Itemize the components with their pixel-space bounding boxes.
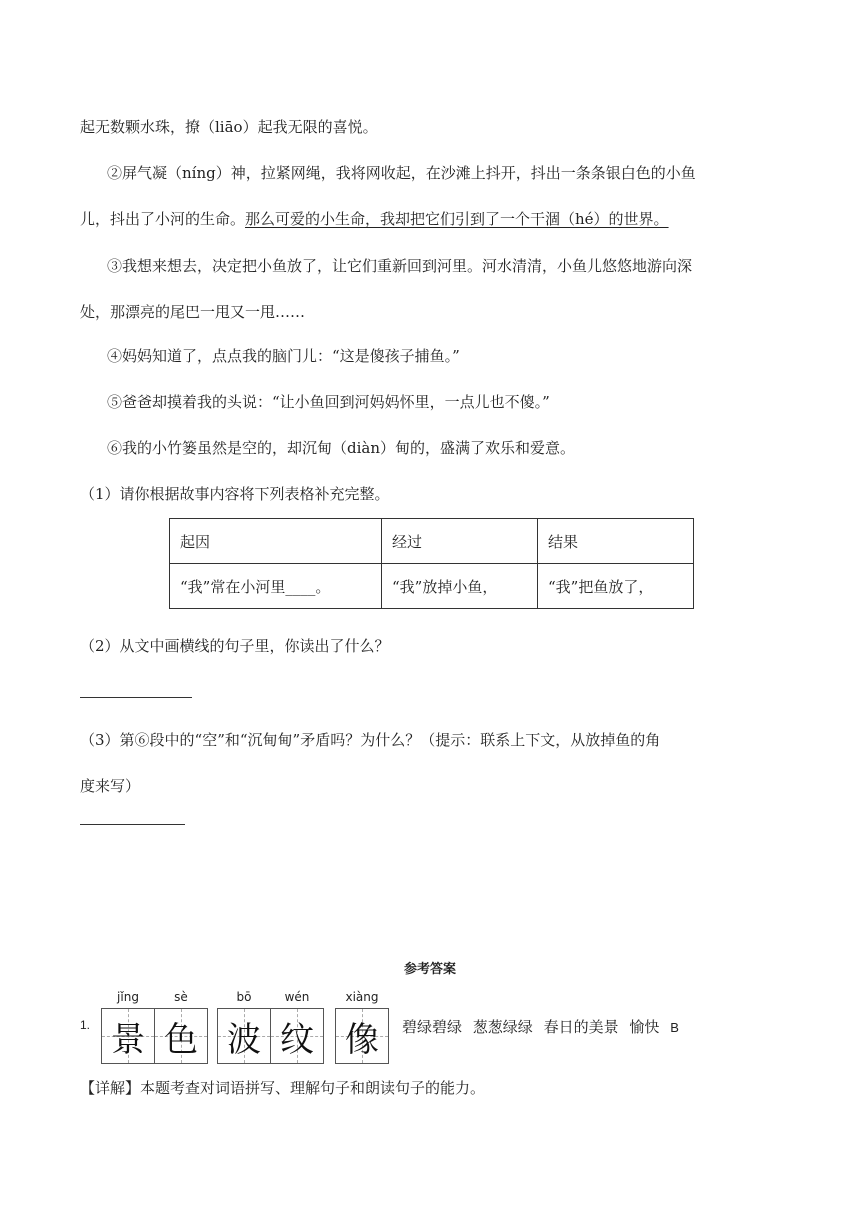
character-cell: 景: [102, 1009, 155, 1063]
character-grid: [101, 1008, 208, 1064]
pinyin-label: jǐng: [117, 990, 139, 1004]
answer-item: 葱葱绿绿: [472, 1018, 533, 1036]
underlined-sentence: 那么可爱的小生命，我却把它们引到了一个干涸（hé）的世界。: [245, 210, 669, 228]
pinyin-label: bō: [236, 990, 252, 1004]
pinyin-label: xiàng: [345, 990, 379, 1004]
paragraph-3-line-2: 处，那漂亮的尾巴一甩又一甩……: [80, 303, 306, 321]
answer-detail: 【详解】本题考查对词语拼写、理解句子和朗读句子的能力。: [80, 1079, 486, 1097]
paragraph-2-line-2: [80, 208, 860, 230]
table-header-process: 经过: [382, 519, 538, 564]
answer-blank-line: [80, 824, 185, 825]
paragraph-6: ⑥我的小竹篓虽然是空的，却沉甸（diàn）甸的，盛满了欢乐和爱意。: [107, 439, 576, 457]
table-row: [170, 564, 694, 609]
character-cell: 色: [155, 1009, 207, 1063]
table-cell-result: “我”把鱼放了，: [538, 564, 694, 609]
character-cell: 像: [336, 1009, 388, 1063]
table-header-row: [170, 519, 694, 564]
answer-blank-line: [80, 697, 192, 698]
table-header-cause: 起因: [170, 519, 382, 564]
question-1: （1）请你根据故事内容将下列表格补充完整。: [80, 485, 390, 503]
answer-item: B: [670, 1020, 679, 1035]
question-3-line-2: 度来写）: [80, 777, 141, 795]
paragraph-5: ⑤爸爸却摸着我的头说：“让小鱼回到河妈妈怀里，一点儿也不傻。”: [107, 393, 550, 411]
paragraph-2-line-1: ②屏气凝（níng）神，拉紧网绳，我将网收起，在沙滩上抖开，抖出一条条银白色的小鱼: [107, 164, 696, 182]
pinyin-label: sè: [174, 990, 188, 1004]
character-grid: [335, 1008, 389, 1064]
question-3-line-1: （3）第⑥段中的“空”和“沉甸甸”矛盾吗？为什么？（提示：联系上下文，从放掉鱼的角: [80, 731, 661, 749]
table-header-result: 结果: [538, 519, 694, 564]
story-table: [169, 518, 694, 609]
paragraph-3-line-1: ③我想来想去，决定把小鱼放了，让它们重新回到河里。河水清清，小鱼儿悠悠地游向深: [107, 257, 693, 275]
character-cell: 波: [218, 1009, 271, 1063]
answer-item-number: 1.: [80, 1018, 91, 1032]
table-cell-cause: “我”常在小河里____。: [170, 564, 382, 609]
pinyin-label: wén: [284, 990, 310, 1004]
answer-item: 碧绿碧绿: [402, 1018, 463, 1036]
paragraph-2-plain-text: 儿，抖出了小河的生命。: [80, 210, 246, 228]
table-cell-process: “我”放掉小鱼，: [382, 564, 538, 609]
question-2: （2）从文中画横线的句子里，你读出了什么？: [80, 637, 390, 655]
passage-line: 起无数颗水珠，撩（liāo）起我无限的喜悦。: [80, 118, 378, 136]
character-cell: 纹: [271, 1009, 323, 1063]
answer-list: [402, 1016, 685, 1037]
answer-item: 春日的美景: [543, 1018, 619, 1036]
paragraph-4: ④妈妈知道了，点点我的脑门儿：“这是傻孩子捕鱼。”: [107, 347, 460, 365]
character-grid: [217, 1008, 324, 1064]
answer-item: 愉快: [629, 1018, 660, 1036]
answer-key-title: 参考答案: [403, 962, 456, 977]
